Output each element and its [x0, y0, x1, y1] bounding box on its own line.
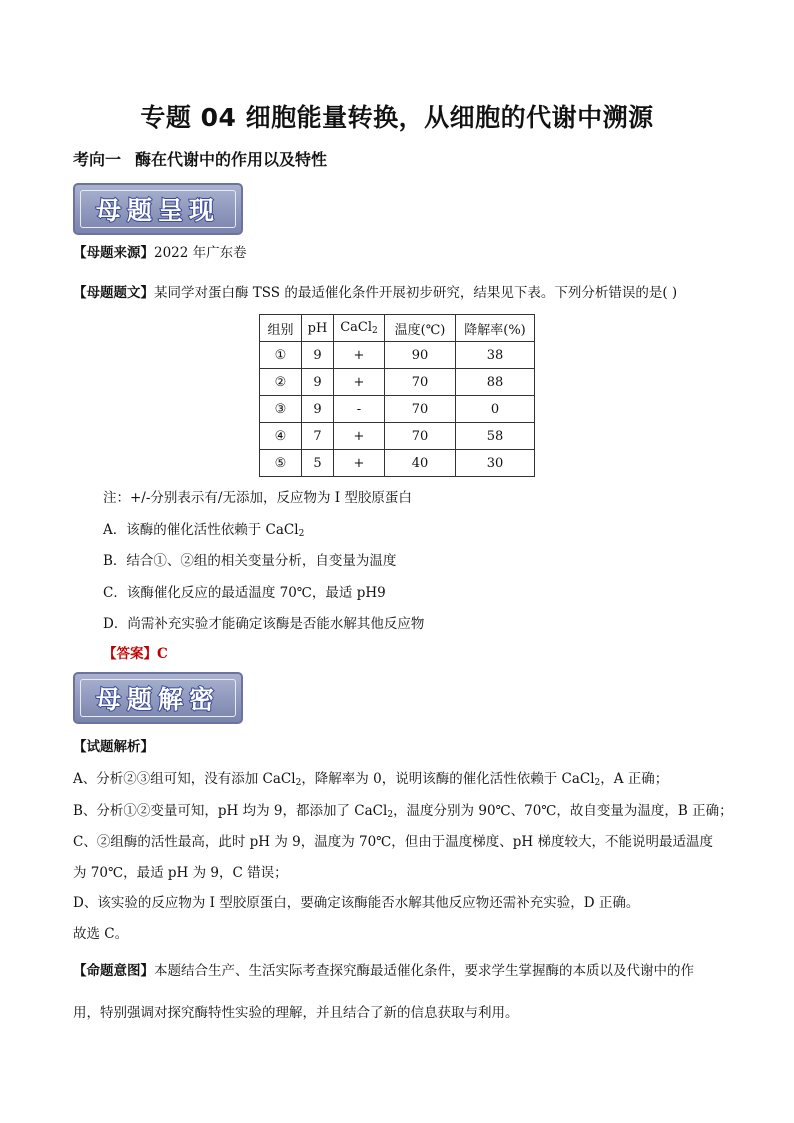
table-cell: ②	[260, 369, 302, 396]
table-cell: +	[334, 342, 385, 369]
answer-tag: 【答案】	[103, 646, 157, 662]
answer-line	[103, 642, 168, 662]
table-cell: 9	[302, 342, 334, 369]
table-row	[260, 423, 535, 450]
intent-tag: 【命题意图】	[73, 963, 154, 979]
table-cell: ①	[260, 342, 302, 369]
section-number: 考向一	[73, 150, 122, 169]
analysis-conclusion: 故选 C。	[73, 926, 129, 942]
banner-question-decode	[73, 672, 243, 724]
table-note: 注：+/-分别表示有/无添加，反应物为 I 型胶原蛋白	[103, 490, 412, 506]
table-row	[260, 450, 535, 477]
intent-line1: 【命题意图】本题结合生产、生活实际考查探究酶最适催化条件，要求学生掌握酶的本质以及代谢中的作	[73, 963, 694, 979]
banner-text: 母题呈现	[95, 196, 220, 225]
source-tag: 【母题来源】	[73, 245, 154, 261]
analysis-c-line2: 为 70℃，最适 pH 为 9，C 错误；	[73, 865, 288, 881]
banner-text: 母题解密	[95, 685, 220, 714]
option-a: A．该酶的催化活性依赖于 CaCl$_2$	[103, 522, 305, 539]
table-cell: 70	[385, 396, 456, 423]
header-cell: 组别	[260, 315, 302, 342]
table-cell: 38	[456, 342, 535, 369]
question-text: 某同学对蛋白酶 TSS 的最适催化条件开展初步研究，结果见下表。下列分析错误的是( )	[154, 285, 678, 301]
table-cell: 7	[302, 423, 334, 450]
page-title: 专题 04 细胞能量转换，从细胞的代谢中溯源	[140, 103, 654, 132]
table-cell: 30	[456, 450, 535, 477]
table-cell: ④	[260, 423, 302, 450]
option-c: C．该酶催化反应的最适温度 70℃，最适 pH9	[103, 585, 386, 601]
table-cell: 70	[385, 369, 456, 396]
table-cell: 40	[385, 450, 456, 477]
option-d: D．尚需补充实验才能确定该酶是否能水解其他反应物	[103, 616, 425, 632]
table-cell: 90	[385, 342, 456, 369]
table-cell: -	[334, 396, 385, 423]
table-row	[260, 342, 535, 369]
analysis-a: A、分析②③组可知，没有添加 CaCl$_2$，降解率为 0，说明该酶的催化活性依赖于 CaCl$_2$，A 正确；	[73, 771, 669, 788]
analysis-c-line1: C、②组酶的活性最高，此时 pH 为 9，温度为 70℃，但由于温度梯度、pH 梯度较大，不能说明最适温度	[73, 834, 713, 850]
header-cell: pH	[302, 315, 334, 342]
intent-line2: 用，特别强调对探究酶特性实验的理解，并且结合了新的信息获取与利用。	[73, 1005, 519, 1021]
question-line	[73, 283, 733, 303]
analysis-b: B、分析①②变量可知，pH 均为 9，都添加了 CaCl$_2$，温度分别为 90℃、70℃，故自变量为温度，B 正确；	[73, 803, 733, 820]
table-cell: 70	[385, 423, 456, 450]
table-cell: +	[334, 423, 385, 450]
analysis-tag: 【试题解析】	[73, 739, 154, 755]
source-line	[73, 243, 247, 263]
table-cell: 9	[302, 396, 334, 423]
option-b: B．结合①、②组的相关变量分析，自变量为温度	[103, 553, 397, 569]
question-tag: 【母题题文】	[73, 285, 154, 301]
table-cell: 9	[302, 369, 334, 396]
header-cell: 温度(℃)	[385, 315, 456, 342]
table-cell: 5	[302, 450, 334, 477]
source-text: 2022 年广东卷	[154, 245, 247, 261]
table-row	[260, 369, 535, 396]
header-cell: CaCl$_2$	[334, 315, 385, 342]
table-cell: +	[334, 369, 385, 396]
table-cell: +	[334, 450, 385, 477]
answer-value: C	[157, 646, 168, 662]
table-cell: ⑤	[260, 450, 302, 477]
table-row	[260, 396, 535, 423]
table-header-row	[260, 315, 535, 342]
results-table	[259, 314, 535, 477]
table-cell: 88	[456, 369, 535, 396]
analysis-d: D、该实验的反应物为 I 型胶原蛋白，要确定该酶能否水解其他反应物还需补充实验，D 正确。	[73, 895, 640, 911]
section-text: 酶在代谢中的作用以及特性	[135, 150, 328, 169]
header-cell: 降解率(%)	[456, 315, 535, 342]
table-cell: 58	[456, 423, 535, 450]
section-heading	[73, 147, 327, 170]
table-cell: 0	[456, 396, 535, 423]
table-cell: ③	[260, 396, 302, 423]
banner-question-presentation	[73, 183, 243, 235]
